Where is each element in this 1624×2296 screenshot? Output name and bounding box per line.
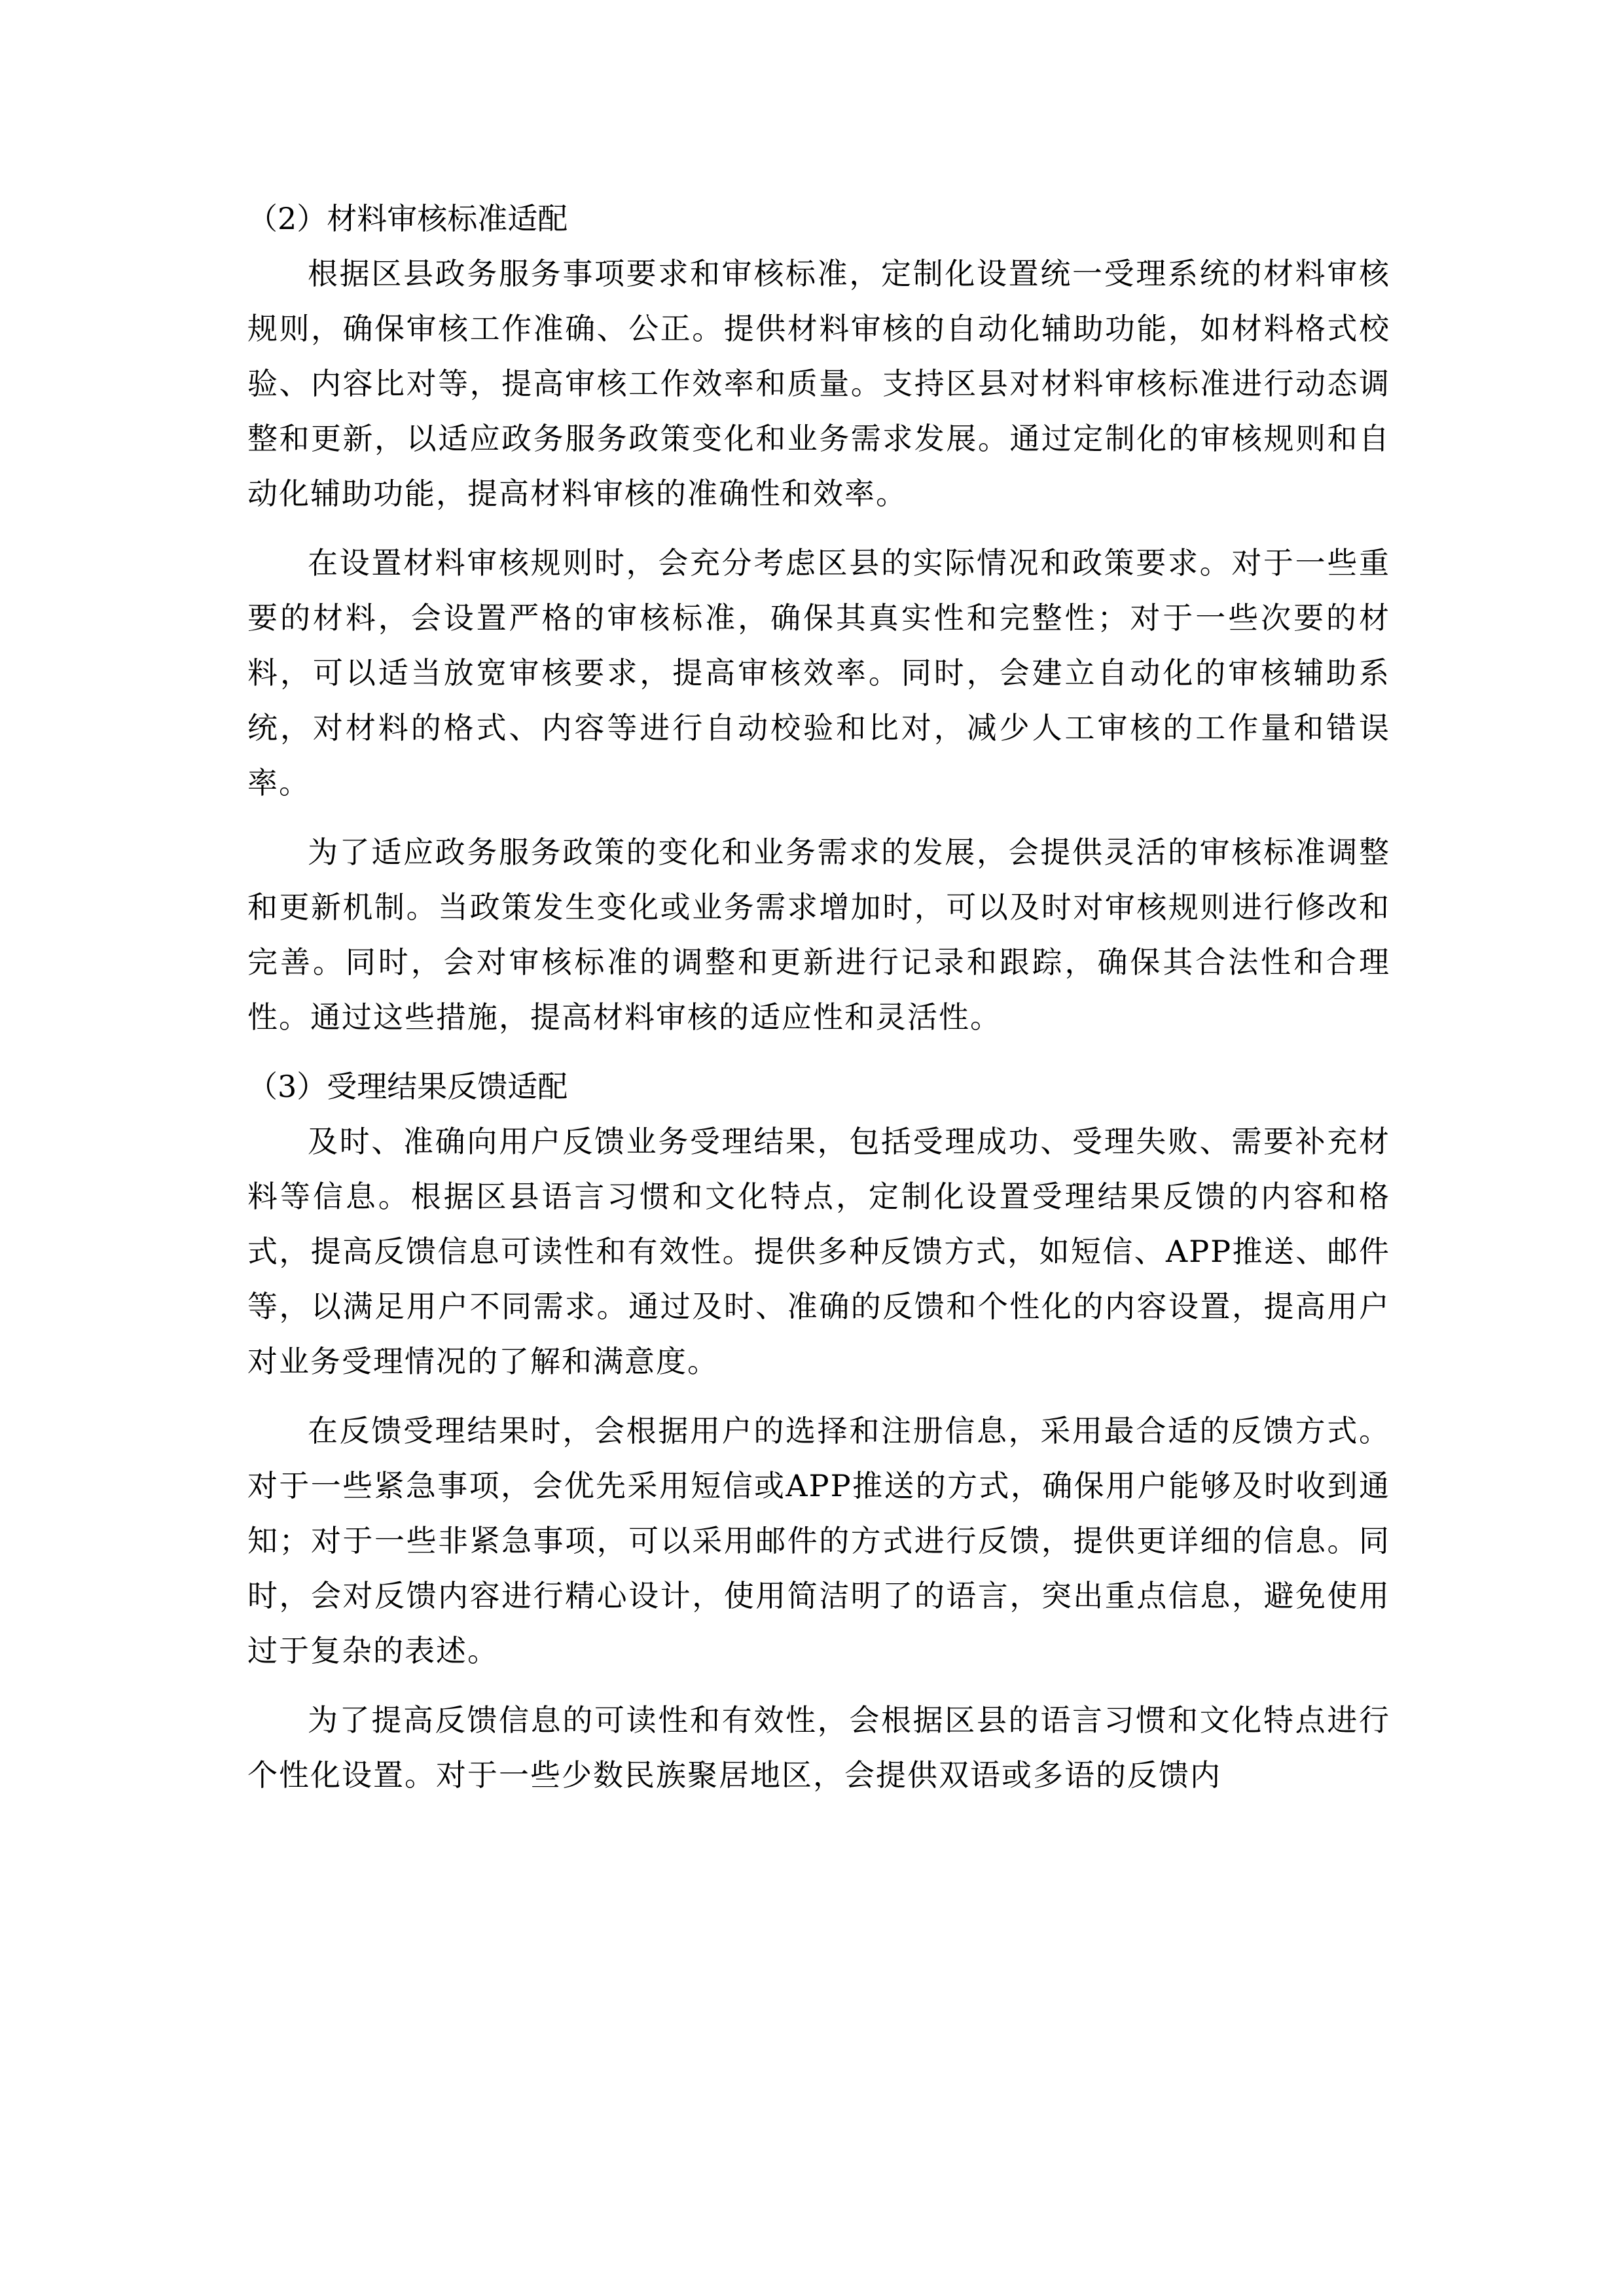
paragraph: 根据区县政务服务事项要求和审核标准，定制化设置统一受理系统的材料审核规则，确保审核工作准确、公正。提供材料审核的自动化辅助功能，如材料格式校验、内容比对等，提高审核工作效率和质量。支持区县对材料审核标准进行动态调整和更新，以适应政务服务政策变化和业务需求发展。通过定制化的审核规则和自动化辅助功能，提高材料审核的准确性和效率。 — [247, 256, 1390, 511]
paragraph: 及时、准确向用户反馈业务受理结果，包括受理成功、受理失败、需要补充材料等信息。根据区县语言习惯和文化特点，定制化设置受理结果反馈的内容和格式，提高反馈信息可读性和有效性。提供多种反馈方式，如短信、APP推送、邮件等，以满足用户不同需求。通过及时、准确的反馈和个性化的内容设置，提高用户对业务受理情况的了解和满意度。 — [247, 1124, 1390, 1379]
document-body — [247, 191, 1390, 1803]
paragraph: 为了适应政务服务政策的变化和业务需求的发展，会提供灵活的审核标准调整和更新机制。当政策发生变化或业务需求增加时，可以及时对审核规则进行修改和完善。同时，会对审核标准的调整和更新进行记录和跟踪，确保其合法性和合理性。通过这些措施，提高材料审核的适应性和灵活性。 — [247, 834, 1390, 1035]
section-heading-material-review: （2）材料审核标准适配 — [247, 201, 568, 236]
section-heading-result-feedback: （3）受理结果反馈适配 — [247, 1069, 568, 1104]
paragraph: 为了提高反馈信息的可读性和有效性，会根据区县的语言习惯和文化特点进行个性化设置。对于一些少数民族聚居地区，会提供双语或多语的反馈内 — [247, 1702, 1390, 1793]
paragraph: 在反馈受理结果时，会根据用户的选择和注册信息，采用最合适的反馈方式。对于一些紧急事项，会优先采用短信或APP推送的方式，确保用户能够及时收到通知；对于一些非紧急事项，可以采用邮件的方式进行反馈，提供更详细的信息。同时，会对反馈内容进行精心设计，使用简洁明了的语言，突出重点信息，避免使用过于复杂的表述。 — [247, 1413, 1390, 1668]
paragraph: 在设置材料审核规则时，会充分考虑区县的实际情况和政策要求。对于一些重要的材料，会设置严格的审核标准，确保其真实性和完整性；对于一些次要的材料，可以适当放宽审核要求，提高审核效率。同时，会建立自动化的审核辅助系统，对材料的格式、内容等进行自动校验和比对，减少人工审核的工作量和错误率。 — [247, 545, 1390, 800]
